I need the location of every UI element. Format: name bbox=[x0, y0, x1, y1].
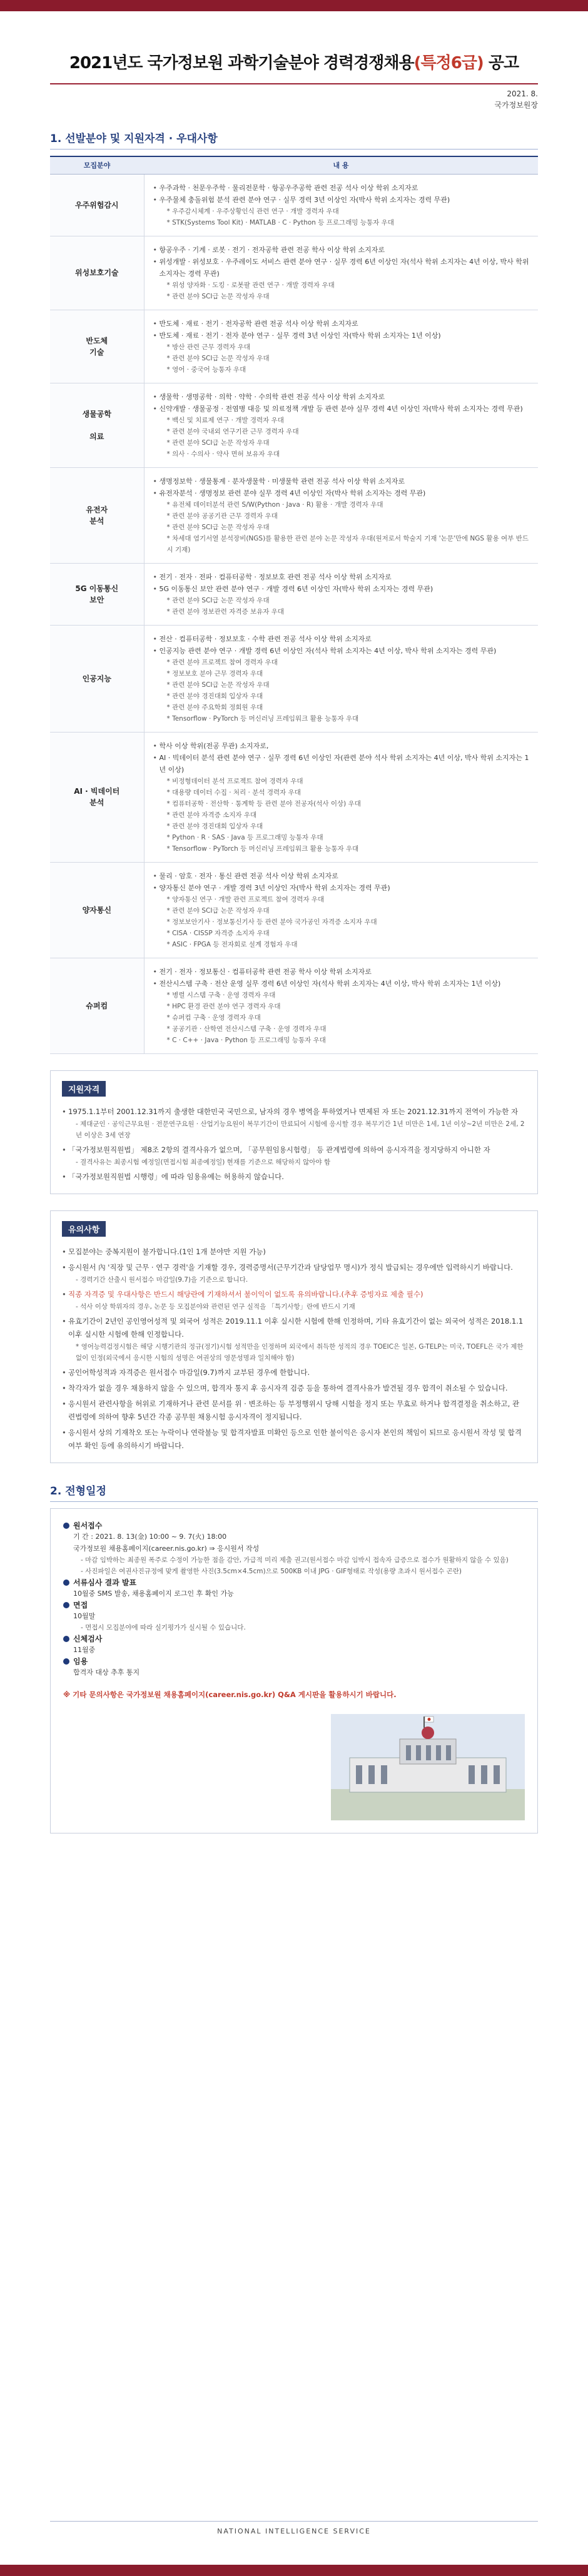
field-name: 5G 이동통신 보안 bbox=[50, 563, 144, 625]
table-header-row bbox=[50, 156, 538, 174]
bullet-line: • 전기 · 전자 · 전파 · 컴퓨터공학 · 정보보호 관련 전공 석사 이상 학위 소지자로 bbox=[153, 571, 530, 583]
sub-line: * ASIC · FPGA 등 전자회로 설계 경험자 우대 bbox=[166, 940, 298, 948]
schedule-line: 합격자 대상 추후 통지 bbox=[73, 1668, 140, 1676]
schedule-step-label: 서류심사 결과 발표 bbox=[73, 1578, 137, 1587]
schedule-step bbox=[63, 1577, 525, 1600]
sub-line: * 정보보호 분야 근무 경력자 우대 bbox=[166, 669, 263, 677]
sub-line: * Tensorflow · PyTorch 등 머신러닝 프레임워크 활용 능통자 우대 bbox=[166, 844, 359, 853]
section-heading-fields: 1. 선발분야 및 지원자격 · 우대사항 bbox=[50, 129, 538, 150]
bullet-line: • 1975.1.1부터 2001.12.31까지 출생한 대한민국 국민으로, 남자의 경우 병역을 투하였거나 면제된 자 또는 2021.12.31까지 전역이 가능한 자 bbox=[62, 1105, 526, 1118]
schedule-step bbox=[63, 1656, 525, 1678]
sub-line: * 영어능력검정시험은 해당 시행기관의 정규(정기)시험 성적만을 인정하며 외국에서 취득한 성적의 경우 TOEIC은 일본, G-TELP는 미국, TOEFL은 국가 제한 없이 인정(외국에서 응시한 시험의 성명은 여권상의 영문성명과 일치해야 함) bbox=[76, 1342, 524, 1362]
schedule-line: 10월말 bbox=[73, 1611, 96, 1620]
field-description bbox=[144, 732, 538, 862]
bullet-dot-icon bbox=[63, 1602, 69, 1608]
bullet-line: • 반도체 · 재료 · 전기 · 전자공학 관련 전공 석사 이상 학위 소지자로 bbox=[153, 318, 530, 330]
field-description bbox=[144, 467, 538, 563]
bullet-line: • 공인어학성적과 자격증은 원서접수 마감일(9.7)까지 교부된 경우에 한합니다. bbox=[62, 1366, 526, 1379]
bullet-line: • 모집분야는 중복지원이 불가합니다.(1인 1개 분야만 지원 가능) bbox=[62, 1245, 526, 1259]
schedule-step bbox=[63, 1633, 525, 1656]
schedule-line: 11월중 bbox=[73, 1645, 96, 1654]
bullet-line: • 응시원서 상의 기재착오 또는 누락이나 연락불능 및 합격자발표 미확인 등으로 인한 불이익은 응시자 본인의 책임이 되므로 응시원서 작성 및 합격여부 확인 등에 유의하시기 바랍니다. bbox=[62, 1426, 526, 1453]
schedule-step-label: 신체검사 bbox=[73, 1634, 103, 1643]
table-row bbox=[50, 236, 538, 310]
col-header-field: 모집분야 bbox=[50, 156, 144, 174]
table-row bbox=[50, 383, 538, 467]
table-row bbox=[50, 862, 538, 958]
bullet-line: • 유효기간이 2년인 공인영어성적 및 외국어 성적은 2019.11.1 이후 실시한 시험에 한해 인정하며, 기타 유효기간이 없는 외국어 성적은 2018.1.1 이후 실시한 시험에 한해 인정합니다. bbox=[62, 1315, 526, 1341]
sub-line: - 경력기간 산출시 원서접수 마감일(9.7)을 기준으로 합니다. bbox=[76, 1275, 248, 1284]
schedule-line: 기 간 : 2021. 8. 13(金) 10:00 ~ 9. 7(火) 18:00 bbox=[73, 1532, 227, 1541]
bullet-line: • 물리 · 암호 · 전자 · 통신 관련 전공 석사 이상 학위 소지자로 bbox=[153, 870, 530, 882]
sub-line: * C · C++ · Java · Python 등 프로그래밍 능통자 우대 bbox=[166, 1036, 326, 1044]
sub-line: * 관련 분야 SCI급 논문 작성자 우대 bbox=[166, 681, 270, 689]
field-name: 생물공학 의료 bbox=[50, 383, 144, 467]
bullet-dot-icon bbox=[63, 1636, 69, 1642]
date-block bbox=[50, 88, 538, 111]
sub-line: * 백신 및 치료제 연구 · 개발 경력자 우대 bbox=[166, 416, 284, 424]
field-description bbox=[144, 236, 538, 310]
bullet-line: • 우주물체 충돌위험 분석 관련 분야 연구 · 실무 경력 3년 이상인 자(박사 학위 소지자는 경력 무관) bbox=[153, 194, 530, 206]
bullet-dot-icon bbox=[63, 1523, 69, 1529]
sub-line: * 관련 분야 SCI급 논문 작성자 우대 bbox=[166, 439, 270, 447]
field-description bbox=[144, 383, 538, 467]
sub-line: * 관련 분야 국내외 연구기관 근무 경력자 우대 bbox=[166, 427, 299, 435]
bullet-line: • 반도체 · 재료 · 전기 · 전자 분야 연구 · 실무 경력 3년 이상인 자(박사 학위 소지자는 1년 이상) bbox=[153, 330, 530, 342]
schedule-step bbox=[63, 1520, 525, 1577]
page-title bbox=[50, 50, 538, 73]
sub-line: * 대용량 데이터 수집 · 처리 · 분석 경력자 우대 bbox=[166, 788, 301, 796]
sub-line: * 비정형데이터 분석 프로젝트 참여 경력자 우대 bbox=[166, 777, 303, 785]
field-name: 인공지능 bbox=[50, 625, 144, 732]
bullet-line: • 전기 · 전자 · 정보통신 · 컴퓨터공학 관련 전공 학사 이상 학위 소지자로 bbox=[153, 966, 530, 978]
bullet-line: • AI · 빅데이터 분석 관련 분야 연구 · 실무 경력 6년 이상인 자(관련 분야 석사 학위 소지자는 4년 이상, 박사 학위 소지자는 1년 이상) bbox=[153, 752, 530, 776]
sub-line: * Python · R · SAS · Java 등 프로그래밍 능통자 우대 bbox=[166, 833, 323, 841]
bullet-dot-icon bbox=[63, 1658, 69, 1665]
sub-line: * 방산 관련 근무 경력자 우대 bbox=[166, 343, 251, 351]
sub-line: * HPC 환경 관련 분야 연구 경력자 우대 bbox=[166, 1002, 281, 1010]
table-body bbox=[50, 174, 538, 1053]
field-description bbox=[144, 958, 538, 1053]
eligibility-list bbox=[62, 1105, 526, 1184]
title-suffix: (특정6급) bbox=[413, 54, 484, 73]
table-row bbox=[50, 563, 538, 625]
schedule-step-title bbox=[63, 1656, 525, 1666]
sub-line: - 결격사유는 최종시험 예정일(면접시험 최종예정일) 현재를 기준으로 해당하지 않아야 함 bbox=[76, 1158, 331, 1166]
bullet-line: • 위성개발 · 위성보호 · 우주레이도 서비스 관련 분야 연구 · 실무 경력 6년 이상인 자(석사 학위 소지자는 4년 이상, 박사 학위 소지자는 경력 무관) bbox=[153, 256, 530, 280]
field-name: 유전자 분석 bbox=[50, 467, 144, 563]
eligibility-heading: 지원자격 bbox=[62, 1081, 106, 1097]
bullet-line: • 「국가정보원직원법 시행령」에 따라 임용유예는 허용하지 않습니다. bbox=[62, 1170, 526, 1184]
notice-date: 2021. 8. bbox=[507, 89, 538, 98]
bottom-brand-bar bbox=[0, 2565, 588, 2576]
bullet-line: • 생물학 · 생명공학 · 의학 · 약학 · 수의학 관련 전공 석사 이상 학위 소지자로 bbox=[153, 391, 530, 403]
field-description bbox=[144, 862, 538, 958]
sub-line: * 관련 분야 SCI급 논문 작성자 우대 bbox=[166, 292, 270, 300]
schedule-list bbox=[63, 1520, 525, 1678]
sub-line: * 우주감시체계 · 우주상황인식 관련 연구 · 개발 경력자 우대 bbox=[166, 207, 339, 215]
bullet-line: • 유전자분석 · 생명정보 관련 분야 실무 경력 4년 이상인 자(박사 학위 소지자는 경력 무관) bbox=[153, 487, 530, 499]
bullet-line: • 응시원서 內 '직장 및 근무 · 연구 경력'을 기재할 경우, 경력증명서(근무기간과 담당업무 명시)가 정식 발급되는 경우에만 입력하시기 바랍니다. bbox=[62, 1261, 526, 1274]
schedule-line: 10월중 SMS 발송, 채용홈페이지 로그인 후 확인 가능 bbox=[73, 1589, 234, 1598]
sub-line: * 관련 분야 자격증 소지자 우대 bbox=[166, 811, 257, 819]
sub-line: * 의사 · 수의사 · 약사 면허 보유자 우대 bbox=[166, 450, 280, 458]
bullet-line: • 신약개발 · 생물공정 · 전염병 대응 및 의료정책 개발 등 관련 분야 실무 경력 4년 이상인 자(박사 학위 소지자는 경력 무관) bbox=[153, 403, 530, 415]
sub-line: * 관련 분야 SCI급 논문 작성자 우대 bbox=[166, 354, 270, 362]
schedule-step-title bbox=[63, 1633, 525, 1644]
field-description bbox=[144, 310, 538, 383]
sub-line: * 관련 분야 경진대회 입상자 우대 bbox=[166, 822, 263, 830]
sub-line: * 관련 분야 프로젝트 참여 경력자 우대 bbox=[166, 658, 278, 666]
bullet-line: • 인공지능 관련 분야 연구 · 개발 경력 6년 이상인 자(석사 학위 소지자는 4년 이상, 박사 학위 소지자는 경력 무관) bbox=[153, 645, 530, 657]
section-heading-schedule: 2. 전형일정 bbox=[50, 1482, 538, 1502]
sub-line: * 슈퍼컴 구축 · 운영 경력자 우대 bbox=[166, 1013, 261, 1022]
table-row bbox=[50, 467, 538, 563]
schedule-step bbox=[63, 1600, 525, 1633]
bullet-line: • 생명정보학 · 생물통계 · 분자생물학 · 미생물학 관련 전공 석사 이상 학위 소지자로 bbox=[153, 475, 530, 487]
schedule-box bbox=[50, 1508, 538, 1833]
title-main: 2021년도 국가정보원 과학기술분야 경력경쟁채용 bbox=[69, 54, 414, 73]
footer-divider bbox=[50, 2521, 538, 2522]
notes-heading: 유의사항 bbox=[62, 1221, 106, 1237]
field-name: 양자통신 bbox=[50, 862, 144, 958]
sub-line: * 정보보안기사 · 정보통신기사 등 관련 분야 국가공인 자격증 소지자 우대 bbox=[166, 918, 377, 926]
field-name: 위성보호기술 bbox=[50, 236, 144, 310]
field-description bbox=[144, 625, 538, 732]
footer-text: NATIONAL INTELLIGENCE SERVICE bbox=[217, 2527, 371, 2535]
field-table bbox=[50, 156, 538, 1054]
schedule-line: 국가정보원 채용홈페이지(career.nis.go.kr) ⇒ 응시원서 작성 bbox=[73, 1544, 260, 1553]
sub-line: * 컴퓨터공학 · 전산학 · 통계학 등 관련 분야 전공자(석사 이상) 우대 bbox=[166, 799, 361, 808]
schedule-step-title bbox=[63, 1577, 525, 1588]
top-brand-bar bbox=[0, 0, 588, 11]
eligibility-box bbox=[50, 1070, 538, 1194]
schedule-step-title bbox=[63, 1520, 525, 1531]
sub-line: * 관련 분야 SCI급 논문 작성자 우대 bbox=[166, 596, 270, 604]
sub-line: * 관련 분야 SCI급 논문 작성자 우대 bbox=[166, 523, 270, 531]
bullet-line: • 우주과학 · 천문우주학 · 물리전문학 · 항공우주공학 관련 전공 석사 이상 학위 소지자로 bbox=[153, 182, 530, 194]
title-divider bbox=[50, 83, 538, 84]
table-row bbox=[50, 732, 538, 862]
sub-line: * 병렬 시스템 구축 · 운영 경력자 우대 bbox=[166, 991, 276, 999]
sub-line: * 관련 분야 주요학회 정회원 우대 bbox=[166, 703, 263, 711]
sub-line: * 관련 분야 SCI급 논문 작성자 우대 bbox=[166, 906, 270, 915]
col-header-content: 내 용 bbox=[144, 156, 538, 174]
nis-building-emblem-icon bbox=[331, 1714, 525, 1820]
notice-sheet bbox=[50, 25, 538, 1833]
sub-line: * 관련 분야 공공기관 근무 경력자 우대 bbox=[166, 512, 278, 520]
sub-line: * 유전체 데이터분석 관련 S/W(Python · Java · R) 활용 · 개발 경력자 우대 bbox=[166, 500, 383, 509]
sub-line: * 차세대 염기서열 분석장비(NGS)를 활용한 관련 분야 논문 작성자 우대(원저로서 학술지 기재 '논문'만에 NGS 활용 여부 반드시 기재) bbox=[166, 534, 529, 554]
sub-line: * 영어 · 중국어 능통자 우대 bbox=[166, 365, 246, 373]
schedule-step-label: 면접 bbox=[73, 1600, 88, 1610]
bullet-line: • 학사 이상 학위(전공 무관) 소지자로, bbox=[153, 740, 530, 752]
table-row bbox=[50, 310, 538, 383]
field-name: 우주위험감시 bbox=[50, 174, 144, 236]
field-description bbox=[144, 174, 538, 236]
schedule-step-label: 원서접수 bbox=[73, 1521, 103, 1530]
bullet-line: • 착각자가 없을 경우 채용하지 않을 수 있으며, 합격자 통지 후 응시자격 검증 등을 통하여 결격사유가 발견될 경우 합격이 취소될 수 있습니다. bbox=[62, 1382, 526, 1395]
sub-line: * 공공기관 · 산학연 전산시스템 구축 · 운영 경력자 우대 bbox=[166, 1025, 327, 1033]
field-name: 슈퍼컴 bbox=[50, 958, 144, 1053]
bullet-line: • 전산 · 컴퓨터공학 · 정보보호 · 수학 관련 전공 석사 이상 학위 소지자로 bbox=[153, 633, 530, 645]
sub-line: * 관련 분야 정보관련 자격증 보유자 우대 bbox=[166, 607, 285, 616]
schedule-step-label: 임용 bbox=[73, 1656, 88, 1666]
field-name: AI · 빅데이터 분석 bbox=[50, 732, 144, 862]
title-tail: 공고 bbox=[488, 54, 519, 73]
bullet-line: • 양자통신 분야 연구 · 개발 경력 3년 이상인 자(박사 학위 소지자는 경력 무관) bbox=[153, 882, 530, 894]
bullet-line: • 항공우주 · 기계 · 로봇 · 전기 · 전자공학 관련 전공 학사 이상 학위 소지자로 bbox=[153, 244, 530, 256]
notes-list bbox=[62, 1245, 526, 1453]
schedule-step-title bbox=[63, 1600, 525, 1610]
sub-line: * 관련 분야 경진대회 입상자 우대 bbox=[166, 692, 263, 700]
bullet-line: • 전산시스템 구축 · 전산 운영 실무 경력 6년 이상인 자(석사 학위 소지자는 4년 이상, 박사 학위 소지자는 1년 이상) bbox=[153, 978, 530, 990]
field-name: 반도체 기술 bbox=[50, 310, 144, 383]
sub-line: - 석사 이상 학위자의 경우, 논문 등 모집분야와 관련된 연구 실적을 「특기사항」란에 반드시 기재 bbox=[76, 1302, 355, 1311]
field-description bbox=[144, 563, 538, 625]
sub-line: * 양자통신 연구 · 개발 관련 프로젝트 참여 경력자 우대 bbox=[166, 895, 325, 903]
sub-line: * STK(Systems Tool Kit) · MATLAB · C · Python 등 프로그래밍 능통자 우대 bbox=[166, 218, 394, 226]
bullet-dot-icon bbox=[63, 1580, 69, 1586]
sub-line: - 제대군인 · 공익근무요원 · 전문연구요원 · 산업기능요원이 복무기간이 만료되어 시험에 응시할 경우 복무기간 1년 미만은 1세, 1년 이상~2년 미만은 2세, 2년 이상은 3세 연장 bbox=[76, 1120, 525, 1139]
bullet-line: • 직종 자격증 및 우대사항은 반드시 해당란에 기재하셔서 불이익이 없도록 유의바랍니다.(추후 증빙자료 제출 필수) bbox=[62, 1288, 526, 1301]
notes-box bbox=[50, 1210, 538, 1463]
bullet-line: • 「국가정보원직원법」 제8조 2항의 결격사유가 없으며, 「공무원임용시험령」 등 관계법령에 의하여 응시자격을 정지당하지 아니한 자 bbox=[62, 1143, 526, 1157]
notice-issuer: 국가정보원장 bbox=[494, 101, 538, 109]
schedule-line: - 사진파일은 여권사진규정에 맞게 촬영한 사진(3.5cm×4.5cm)으로 500KB 이내 JPG · GIF형태로 작성(용량 초과시 원서접수 곤란) bbox=[81, 1567, 462, 1575]
contact-note: ※ 기타 문의사항은 국가정보원 채용홈페이지(career.nis.go.kr) Q&A 게시판을 활용하시기 바랍니다. bbox=[63, 1690, 397, 1699]
table-row bbox=[50, 625, 538, 732]
bullet-line: • 5G 이동통신 보안 관련 분야 연구 · 개발 경력 6년 이상인 자(박사 학위 소지자는 경력 무관) bbox=[153, 583, 530, 595]
sub-line: * 위성 양자화 · 도킹 · 로봇팔 관련 연구 · 개발 경력자 우대 bbox=[166, 281, 335, 289]
schedule-line: - 마감 임박하는 최종원 폭주로 수정이 가능한 점을 감안, 가급적 미리 제출 권고(원서접수 마감 임박시 접속자 급증으로 접수가 원활하지 않을 수 있음) bbox=[81, 1556, 509, 1564]
table-row bbox=[50, 958, 538, 1053]
table-row bbox=[50, 174, 538, 236]
bullet-line: • 응시원서 관련사항을 허위로 기재하거나 관련 문서를 위 · 변조하는 등 부정행위시 당해 시험을 정지 또는 무효로 하거나 합격결정을 취소하고, 관련법령에 의하여 향후 5년간 각종 공무원 채용시험 응시자격이 정지됩니다. bbox=[62, 1397, 526, 1424]
sub-line: * CISA · CISSP 자격증 소지자 우대 bbox=[166, 929, 270, 937]
sub-line: * Tensorflow · PyTorch 등 머신러닝 프레임워크 활용 능통자 우대 bbox=[166, 714, 359, 723]
schedule-line: - 면접시 모집분야에 따라 실기평가가 실시될 수 있습니다. bbox=[81, 1623, 246, 1631]
